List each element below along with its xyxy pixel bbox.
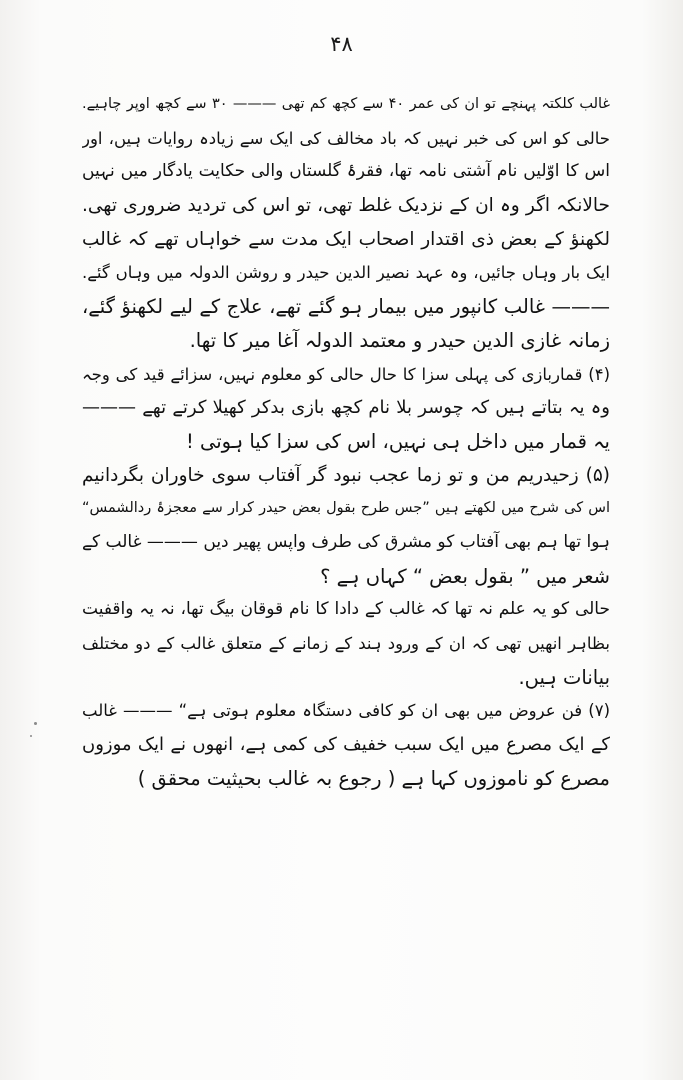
text-line: حالانکہ اگر وہ ان کے نزدیک غلط تھی، تو اس کی تردید ضروری تھی. <box>82 195 610 217</box>
text-line: اس کی شرح میں لکھتے ہیں ”جس طرح بقول بعض حیدر کرار سے معجزۂ ردالشمس“ <box>82 500 610 517</box>
margin-speck <box>34 722 37 725</box>
text-line: وہ یہ بتاتے ہیں کہ چوسر بلا نام کچھ بازی بدکر کھیلا کرتے تھے ——— <box>82 397 610 419</box>
text-line: (۴) قماربازی کی پہلی سزا کا حال حالی کو معلوم نہیں، سزائے قید کی وجہ <box>82 364 610 384</box>
text-line: ایک بار وہاں جائیں، وہ عہد نصیر الدین حیدر و روشن الدولہ میں وہاں گئے. <box>82 263 610 283</box>
text-line: حالی کو یہ علم نہ تھا کہ غالب کے دادا کا نام قوقان بیگ تھا، نہ یہ واقفیت <box>82 599 610 620</box>
text-line: حالی کو اس کی خبر نہیں کہ باد مخالف کی ایک سے زیادہ روایات ہیں، اور <box>82 128 610 148</box>
text-line: بظاہر انھیں تھی کہ ان کے ورود ہند کے زمانے کے متعلق غالب کے دو مختلف <box>82 634 610 653</box>
margin-speck <box>30 735 32 737</box>
text-line: غالب کلکتہ پہنچے تو ان کی عمر ۴۰ سے کچھ کم تھی ——— ۳۰ سے کچھ اوپر چاہیے. <box>82 96 610 112</box>
text-line: یہ قمار میں داخل ہی نہیں، اس کی سزا کیا ہوتی ! <box>185 429 610 453</box>
text-line: اس کا اوّلیں نام آشتی نامہ تھا، فقرۂ گلستاں والی حکایت یادگار میں نہیں <box>82 161 610 182</box>
text-line: (۷) فن عروض میں بھی ان کو کافی دستگاہ معلوم ہوتی ہے“ ——— غالب <box>82 701 610 721</box>
text-line: کے ایک مصرع میں ایک سبب خفیف کی کمی ہے، انھوں نے ایک موزوں <box>82 734 610 756</box>
text-line: لکھنؤ کے بعض ذی اقتدار اصحاب ایک مدت سے خواہاں تھے کہ غالب <box>82 228 610 250</box>
text-line: بیانات ہیں. <box>518 665 610 689</box>
text-line: شعر میں ” بقول بعض “ کہاں ہے ؟ <box>320 564 610 588</box>
body-text <box>82 88 610 795</box>
text-line: مصرع کو ناموزوں کہا ہے ( رجوع بہ غالب بحیثیت محقق ) <box>137 766 610 790</box>
page-number: ۴۸ <box>330 32 353 56</box>
text-line: زمانہ غازی الدین حیدر و معتمد الدولہ آغا میر کا تھا. <box>189 328 610 352</box>
text-line: ——— غالب کانپور میں بیمار ہو گئے تھے، علاج کے لیے لکھنؤ گئے، <box>82 295 610 319</box>
text-line: ہوا تھا ہم بھی آفتاب کو مشرق کی طرف واپس پھیر دیں ——— غالب کے <box>82 531 610 552</box>
verse-line: (۵) زحیدریم من و تو زما عجب نبود گر آفتاب سوی خاوران بگردانیم <box>82 464 610 486</box>
